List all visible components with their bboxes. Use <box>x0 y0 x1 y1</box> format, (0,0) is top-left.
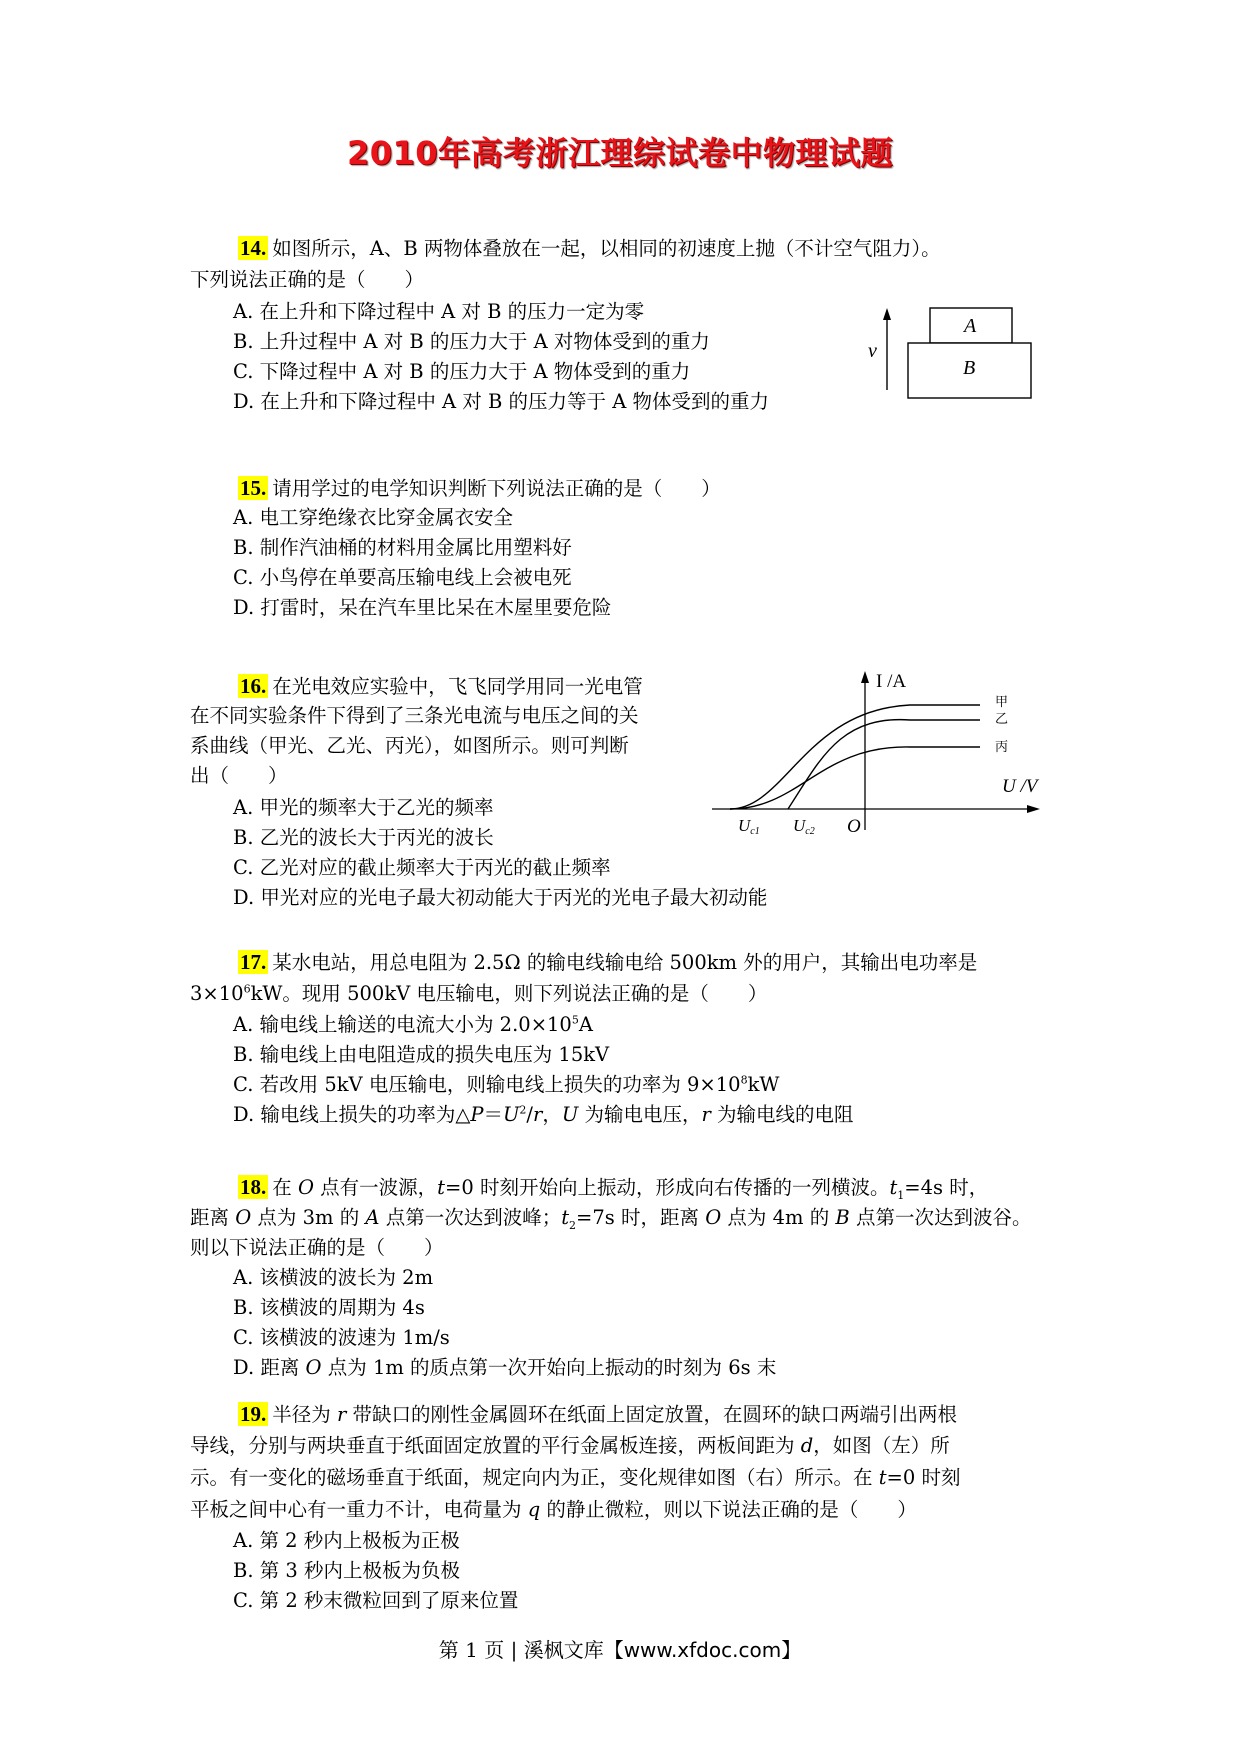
question-19-stem-cont-3: 平板之间中心有一重力不计，电荷量为 q 的静止微粒，则以下说法正确的是（ ） <box>190 1498 917 1521</box>
page-number-text: 第 1 页 | 溪枫文库 <box>438 1638 604 1662</box>
curve-bing <box>730 747 980 809</box>
q15-option-c: C. 小鸟停在单要高压输电线上会被电死 <box>233 566 572 589</box>
question-number: 16. <box>240 674 267 698</box>
question-18-stem: 18. 在 O 点有一波源，t=0 时刻开始向上振动，形成向右传播的一列横波。$t_1=4s$ 时， <box>240 1175 989 1202</box>
question-number: 18. <box>240 1175 267 1199</box>
q14-block-figure <box>850 300 1050 410</box>
q19-option-b: B. 第 3 秒内上极板为负极 <box>233 1559 461 1582</box>
y-axis-label: I /A <box>876 671 907 692</box>
stem-text: 在光电效应实验中，飞飞同学用同一光电管 <box>272 675 643 698</box>
stem-text: 如图所示，A、B 两物体叠放在一起，以相同的初速度上抛（不计空气阻力）。 <box>272 237 941 260</box>
stem-text: 某水电站，用总电阻为 2.5Ω 的输电线输电给 500km 外的用户，其输出电功率是 <box>272 951 978 974</box>
q14-option-d: D. 在上升和下降过程中 A 对 B 的压力等于 A 物体受到的重力 <box>233 390 770 413</box>
q19-option-a: A. 第 2 秒内上极板为正极 <box>233 1529 460 1552</box>
curve-bing-label: 丙 <box>995 739 1009 754</box>
q15-option-d: D. 打雷时，呆在汽车里比呆在木屋里要危险 <box>233 596 612 619</box>
question-16-stem-cont-2: 系曲线（甲光、乙光、丙光），如图所示。则可判断 <box>190 734 629 757</box>
question-17-stem <box>238 952 977 973</box>
q18-option-c: C. 该横波的波速为 1m/s <box>233 1326 450 1349</box>
x-axis-label: U /V <box>1002 776 1038 797</box>
q15-option-b: B. 制作汽油桶的材料用金属比用塑料好 <box>233 536 572 559</box>
question-14-stem <box>238 238 941 259</box>
uc1-label: Uc1 <box>738 816 760 837</box>
q17-option-b: B. 输电线上由电阻造成的损失电压为 15kV <box>233 1043 610 1066</box>
question-number: 17. <box>240 950 267 974</box>
question-number: 14. <box>240 236 267 260</box>
q16-option-b: B. 乙光的波长大于丙光的波长 <box>233 826 494 849</box>
curve-yi <box>788 720 980 809</box>
question-16-stem-cont-1: 在不同实验条件下得到了三条光电流与电压之间的关 <box>190 704 639 727</box>
question-19-stem: 19. 半径为 r 带缺口的刚性金属圆环在纸面上固定放置，在圆环的缺口两端引出两根 <box>240 1402 957 1426</box>
q16-option-c: C. 乙光对应的截止频率大于丙光的截止频率 <box>233 856 611 879</box>
q17-option-c: C. 若改用 5kV 电压输电，则输电线上损失的功率为 $9\times 10^8kW$ <box>233 1073 780 1096</box>
origin-label: O <box>847 816 861 837</box>
question-number: 15. <box>240 476 267 500</box>
q19-option-c: C. 第 2 秒末微粒回到了原来位置 <box>233 1589 519 1612</box>
velocity-label: v <box>868 340 877 362</box>
q17-option-d: D. 输电线上损失的功率为$\triangle P=U^2/r$，U 为输电电压，r 为输电线的电阻 <box>233 1103 854 1126</box>
question-19-stem-cont-1: 导线，分别与两块垂直于纸面固定放置的平行金属板连接，两板间距为 d，如图（左）所 <box>190 1434 950 1457</box>
q17-option-a: A. 输电线上输送的电流大小为 $2.0\times 10^5A$ <box>233 1013 593 1036</box>
block-b-label: B <box>963 357 976 379</box>
question-19-stem-cont-2: 示。有一变化的磁场垂直于纸面，规定向内为正，变化规律如图（右）所示。在 t=0 时刻 <box>190 1466 961 1489</box>
q18-option-a: A. 该横波的波长为 2m <box>233 1266 434 1289</box>
curve-jia-label: 甲 <box>995 694 1009 709</box>
page-title: 2010年高考浙江理综试卷中物理试题 <box>346 134 894 172</box>
question-15-stem <box>238 478 721 499</box>
page-footer: 第 1 页 | 溪枫文库【www.xfdoc.com】 <box>438 1638 802 1662</box>
q15-option-a: A. 电工穿绝缘衣比穿金属衣安全 <box>233 506 513 529</box>
block-a-label: A <box>964 315 977 337</box>
q18-option-d: D. 距离 O 点为 1m 的质点第一次开始向上振动的时刻为 6s 末 <box>233 1356 777 1379</box>
question-16-stem-cont-3: 出（ ） <box>190 764 288 787</box>
q14-option-b: B. 上升过程中 A 对 B 的压力大于 A 对物体受到的重力 <box>233 330 710 353</box>
stem-text: 请用学过的电学知识判断下列说法正确的是（ ） <box>272 477 721 500</box>
uc2-label: Uc2 <box>793 816 815 837</box>
site-link[interactable]: www.xfdoc.com <box>623 1638 782 1662</box>
question-18-stem-cont-2: 则以下说法正确的是（ ） <box>190 1236 444 1259</box>
q16-photocurrent-graph <box>710 665 1050 845</box>
question-17-stem-cont: $3\times 10^6kW$。现用 500kV 电压输电，则下列说法正确的是（ ） <box>190 982 768 1005</box>
q14-option-c: C. 下降过程中 A 对 B 的压力大于 A 物体受到的重力 <box>233 360 691 383</box>
question-number: 19. <box>240 1402 267 1426</box>
q14-option-a: A. 在上升和下降过程中 A 对 B 的压力一定为零 <box>233 300 645 323</box>
q16-option-a: A. 甲光的频率大于乙光的频率 <box>233 796 494 819</box>
q18-option-b: B. 该横波的周期为 4s <box>233 1296 425 1319</box>
question-14-stem-cont: 下列说法正确的是（ ） <box>190 268 425 291</box>
curve-yi-label: 乙 <box>995 711 1009 726</box>
question-16-stem <box>238 676 643 697</box>
q16-option-d: D. 甲光对应的光电子最大初动能大于丙光的光电子最大初动能 <box>233 886 768 909</box>
question-18-stem-cont-1: 距离 O 点为 3m 的 A 点第一次达到波峰；$t_2=7s$ 时，距离 O 点为 4m 的 B 点第一次达到波谷。 <box>190 1206 1032 1232</box>
